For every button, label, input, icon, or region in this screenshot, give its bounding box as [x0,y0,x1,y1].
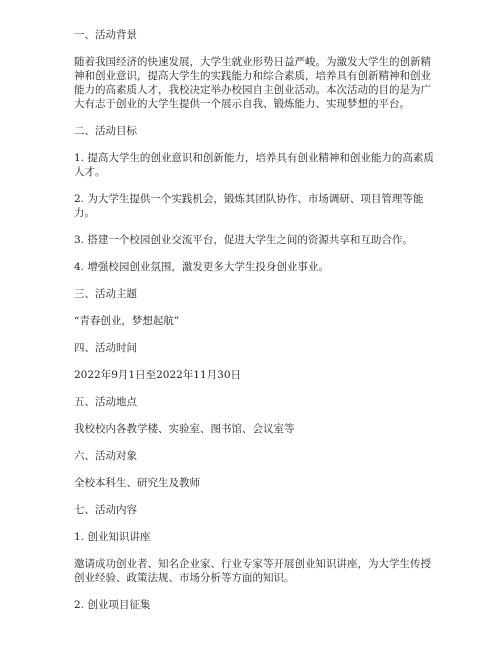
section-body-time: 2022年9月1日至2022年11月30日 [74,369,242,381]
goal-item-1: 1. 提高大学生的创业意识和创新能力，培养具有创业精神和创业能力的高素质人才。 [74,152,434,178]
section-body-location: 我校校内各教学楼、实验室、图书馆、会议室等 [74,423,295,435]
section-heading-background: 一、活动背景 [74,29,137,41]
section-heading-goals: 二、活动目标 [74,125,137,137]
section-heading-theme: 三、活动主题 [74,288,137,300]
section-heading-location: 五、活动地点 [74,396,137,408]
section-body-audience: 全校本科生、研究生及教师 [74,477,200,489]
section-heading-time: 四、活动时间 [74,342,137,354]
section-body-theme: “青春创业，梦想起航” [74,315,180,327]
section-body-background: 随着我国经济的快速发展，大学生就业形势日益严峻。为激发大学生的创新精神和创业意识，提高大学生的实践能力和综合素质，培养具有创新精神和创业能力的高素质人才，我校决定举办校园自主创业活动。本次活动的目的是为广大有志于创业的大学生提供一个展示自我、锻炼能力、实现梦想的平台。 [74,56,431,110]
document-page [74,28,434,612]
content-item-2-title: 2. 创业项目征集 [74,599,151,611]
goal-item-3: 3. 搭建一个校园创业交流平台，促进大学生之间的资源共享和互助合作。 [74,234,413,246]
section-heading-audience: 六、活动对象 [74,450,137,462]
section-heading-content: 七、活动内容 [74,504,137,516]
goal-item-4: 4. 增强校园创业氛围，激发更多大学生投身创业事业。 [74,261,329,273]
content-item-1-title: 1. 创业知识讲座 [74,531,151,543]
goal-item-2: 2. 为大学生提供一个实践机会，锻炼其团队协作、市场调研、项目管理等能力。 [74,193,424,219]
content-item-1-body: 邀请成功创业者、知名企业家、行业专家等开展创业知识讲座，为大学生传授创业经验、政策法规、市场分析等方面的知识。 [74,558,431,584]
